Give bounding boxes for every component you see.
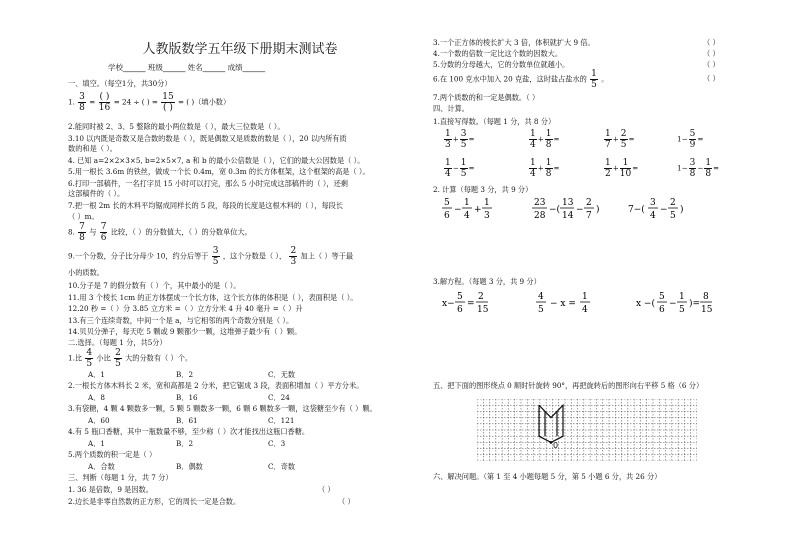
- j3-paren: （ ）: [703, 38, 720, 47]
- section-4-title: 四、计算。: [433, 104, 469, 113]
- svg-text:5: 5: [538, 305, 544, 315]
- svg-text:): ): [680, 205, 684, 215]
- q3-line-1: 3.10 以内既是奇数又是合数的数是（ ），既是偶数又是质数的数是（ ），20 以内所有质: [68, 134, 347, 143]
- svg-text:−: −: [576, 205, 584, 215]
- j4: 4.一个数的倍数一定比这个数的因数大。: [433, 49, 563, 58]
- svg-text:5: 5: [444, 198, 450, 208]
- svg-text:)=: )=: [689, 299, 701, 309]
- svg-text:23: 23: [534, 198, 546, 208]
- svg-text:1: 1: [679, 292, 685, 302]
- calc-r1-2: $\frac{1}{4}$ + $\frac{1}{8}$ =: [530, 129, 560, 150]
- c1: 1.比 $\frac{4}{5}$ 小比 $\frac{2}{5}$ 大的分数有（ ）个。: [68, 348, 193, 369]
- q9: 9.一个分数，分子比分母少 10，约分后等于 $\frac{3}{5}$ ，这个分数是（ ）， $\frac{2}{3}$ 加上（ ）等于最: [68, 246, 354, 267]
- q9-line-2: 小的质数。: [68, 268, 104, 277]
- q2: 2.能同时被 2、3、5 整除的最小两位数是（ ），最大三位数是（ ）。: [68, 122, 285, 131]
- calc-r2-2: $\frac{1}{4}$ + $\frac{1}{8}$ =: [530, 158, 560, 179]
- c4-option-c: C．3: [268, 439, 286, 448]
- c3: 3.有袋糖，4 颗 4 颗数多一颗，5 颗 5 颗数多一颗，6 颗 6 颗数多一颗，这袋糖至少有（ ）颗。: [68, 404, 377, 413]
- calc-r1-1: $\frac{1}{3}$ + $\frac{3}{5}$ =: [445, 129, 475, 150]
- svg-text:6: 6: [444, 211, 450, 221]
- q1-frac-1: $\frac{3}{8}$: [79, 92, 85, 113]
- q8: 8. $\frac{7}{8}$ 与 $\frac{7}{6}$ 比较，（ ）的分数值大，（ ）的分数单位大。: [68, 222, 252, 243]
- j7: 7.两个质数的和一定是偶数。（ ）: [433, 93, 540, 102]
- j6-paren: （ ）: [703, 74, 720, 83]
- c1-option-a: A．1: [88, 370, 105, 379]
- q3-line-2: 数的和是（ ）。: [68, 144, 117, 153]
- svg-text:1: 1: [582, 292, 588, 302]
- svg-text:3: 3: [484, 211, 490, 221]
- c5: 5.两个质数的积一定是（ ）: [68, 450, 157, 459]
- svg-text:4: 4: [650, 211, 656, 221]
- svg-text:5: 5: [659, 292, 665, 302]
- section-2-title: 二.选择。（每题 1 分，共5分）: [68, 338, 167, 347]
- c1-option-c: C．无数: [268, 370, 296, 379]
- c2-option-b: B．16: [176, 393, 198, 402]
- svg-text:5: 5: [670, 211, 676, 221]
- rotation-point: [550, 441, 553, 444]
- equation-1: [442, 292, 489, 315]
- svg-text:13: 13: [562, 198, 574, 208]
- c2: 2.一根长方体木料长 2 米，宽和高都是 2 分米，把它锯成 3 段，表面积增加（ ）平方分米。: [68, 381, 364, 390]
- c3-option-c: C．121: [268, 416, 295, 425]
- j4-paren: （ ）: [703, 49, 720, 58]
- c4-option-b: B．2: [176, 439, 194, 448]
- mental-calc-title: 1.直接写得数。（每题 1 分，共 8 分）: [433, 117, 556, 126]
- svg-text:1: 1: [464, 198, 470, 208]
- c5-option-b: B．偶数: [176, 462, 203, 471]
- svg-text:): ): [596, 205, 600, 215]
- svg-text:−: −: [669, 299, 677, 309]
- svg-text:6: 6: [457, 305, 463, 315]
- q14: 14.贝贝分弹子，每天吃 5 颗或 9 颗都少一颗，这堆弹子最少有（ ）颗。: [68, 327, 302, 336]
- q1-frac-3: 15 ( ): [162, 92, 174, 113]
- svg-text:x −(: x −(: [636, 299, 655, 309]
- svg-text:2: 2: [478, 292, 484, 302]
- calc-r2-4: 1− $\frac{3}{8}$ − $\frac{1}{8}$ =: [677, 158, 720, 179]
- calc-expr-3: [628, 198, 684, 221]
- c4: 4.有 5 瓶口香糖，其中一瓶数量不够，至少称（ ）次才能找出这瓶口香糖。: [68, 427, 310, 436]
- q13: 13.有三个连续奇数，中间一个是 a，与它相邻的两个奇数分别是（ ）。: [68, 316, 294, 325]
- svg-text:=: =: [467, 299, 475, 309]
- svg-text:2: 2: [586, 198, 592, 208]
- calc-expr-1: [442, 198, 492, 221]
- svg-text:14: 14: [562, 211, 574, 221]
- svg-text:8: 8: [703, 292, 709, 302]
- svg-text:4: 4: [582, 305, 588, 315]
- calc-r2-1: $\frac{1}{4}$ − $\frac{1}{5}$ =: [445, 158, 475, 179]
- svg-text:3: 3: [650, 198, 656, 208]
- rotation-point-label: 0: [553, 441, 559, 450]
- c5-option-c: C．奇数: [268, 462, 296, 471]
- svg-text:+: +: [474, 205, 482, 215]
- svg-text:28: 28: [534, 211, 546, 221]
- svg-text:15: 15: [477, 305, 489, 315]
- svg-text:6: 6: [659, 305, 665, 315]
- svg-text:−: −: [660, 205, 668, 215]
- grid-svg: [477, 399, 697, 461]
- equation-3: [636, 292, 713, 315]
- q5: 5.用一根长 3.6m 的铁丝，做成一个长 0.4m，宽 0.3m 的长方体框架，这个框架的高是（ ）。: [68, 167, 370, 176]
- c1-option-b: B．2: [176, 370, 194, 379]
- section-6-title: 六、解决问题。（第 1 至 4 小题每题 5 分，第 5 小题 6 分，共 26 分）: [433, 472, 662, 481]
- svg-text:−(: −(: [549, 205, 561, 215]
- equation-2: [536, 292, 590, 315]
- rotation-grid: [477, 399, 697, 461]
- svg-text:2: 2: [670, 198, 676, 208]
- j1: 1. 36 是倍数，9 是因数。: [68, 485, 153, 494]
- q11: 11.用 3 个棱长 1cm 的正方体摆成一个长方体，这个长方体的体积是（ ），表面积是（ ）。: [68, 293, 358, 302]
- svg-text:− x =: − x =: [550, 299, 576, 309]
- calc-title: 2. 计算（每题 3 分，共 9 分）: [433, 185, 533, 194]
- svg-text:5: 5: [679, 305, 685, 315]
- svg-text:1: 1: [484, 198, 490, 208]
- svg-text:5: 5: [457, 292, 463, 302]
- c3-option-a: A．60: [88, 416, 110, 425]
- j1-paren: （ ）: [318, 485, 335, 494]
- calc-r2-3: $\frac{1}{2}$ + $\frac{1}{10}$ =: [605, 158, 639, 179]
- svg-text:7−(: 7−(: [628, 205, 645, 215]
- j6: 6.在 100 克水中加入 20 克盐，这时盐占盐水的 $\frac{1}{5}$ 。: [433, 69, 609, 90]
- svg-text:4: 4: [538, 292, 544, 302]
- q6-line-1: 6.打印一部稿件，一名打字员 15 小时可以打完，那么 5 小时完成这部稿件的（ ），还剩: [68, 179, 348, 188]
- equations: [440, 288, 780, 328]
- grid-lines: [477, 399, 697, 461]
- calc-r1-3: $\frac{1}{7}$ + $\frac{2}{5}$ =: [605, 129, 635, 150]
- j3: 3.一个正方体的棱长扩大 3 倍，体积就扩大 9 倍。: [433, 38, 595, 47]
- c5-option-a: A．合数: [88, 462, 115, 471]
- calc-expressions: [440, 193, 780, 233]
- page-title: 人教版数学五年级下册期末测试卷: [142, 42, 338, 57]
- q10: 10.分子是 7 的假分数有（ ）个，其中最小的是（ ）。: [68, 281, 241, 290]
- solve-title: 3.解方程。（每题 3 分，共 9 分）: [433, 277, 541, 286]
- c4-option-a: A．1: [88, 439, 105, 448]
- q1: 1. $\frac{3}{8}$ = ( ) 16 = 24 ÷ ( ) = 15 ( ) = ( )（填小数）: [68, 92, 231, 113]
- j5: 5.分数的分母越大，它的分数单位就越小。: [433, 60, 570, 69]
- j2: 2.边长是非零自然数的正方形，它的周长一定是合数。: [68, 497, 241, 506]
- student-info-line: 学校______ 班级______ 姓名______ 成绩______: [108, 63, 266, 72]
- svg-text:x−: x−: [442, 299, 455, 309]
- svg-text:−: −: [454, 205, 462, 215]
- section-1-title: 一、填空。（每空1分，共30分）: [68, 79, 172, 88]
- c2-option-a: A．8: [88, 393, 105, 402]
- q7-line-2: （ ）m。: [68, 212, 99, 221]
- calc-r1-4: 1− $\frac{5}{9}$ =: [677, 129, 704, 150]
- j5-paren: （ ）: [703, 60, 720, 69]
- q4: 4. 已知 a=2×2×3×5, b=2×5×7, a 和 b 的最小公倍数是（ ），它们的最大公因数是（ ）。: [68, 156, 365, 165]
- c2-option-c: C．24: [268, 393, 290, 402]
- c3-option-b: B．61: [176, 416, 198, 425]
- section-5-title: 五、把下面的图形绕点 0 顺时针旋转 90°，再把旋转后的图形向右平移 5 格（6 分）: [433, 381, 704, 390]
- q6-line-2: 这部稿件的（ ）。: [68, 189, 125, 198]
- svg-text:7: 7: [586, 211, 592, 221]
- q1-frac-2: ( ) 16: [98, 92, 111, 113]
- calc-expr-2: [532, 198, 600, 221]
- q12: 12.20 秒 =（ ）分 3.85 立方米 =（ ）立方分米 4 升 40 毫升 =（ ）升: [68, 304, 303, 313]
- j2-paren: （ ）: [338, 497, 355, 506]
- q7-line-1: 7.把一根 2m 长的木料平均锯成同样长的 5 段，每段的长度是这根木料的（ ），每段长: [68, 201, 344, 210]
- section-3-title: 三、判断（每题 1 分，共 7 分）: [68, 473, 173, 482]
- svg-text:4: 4: [464, 211, 470, 221]
- svg-text:15: 15: [701, 305, 713, 315]
